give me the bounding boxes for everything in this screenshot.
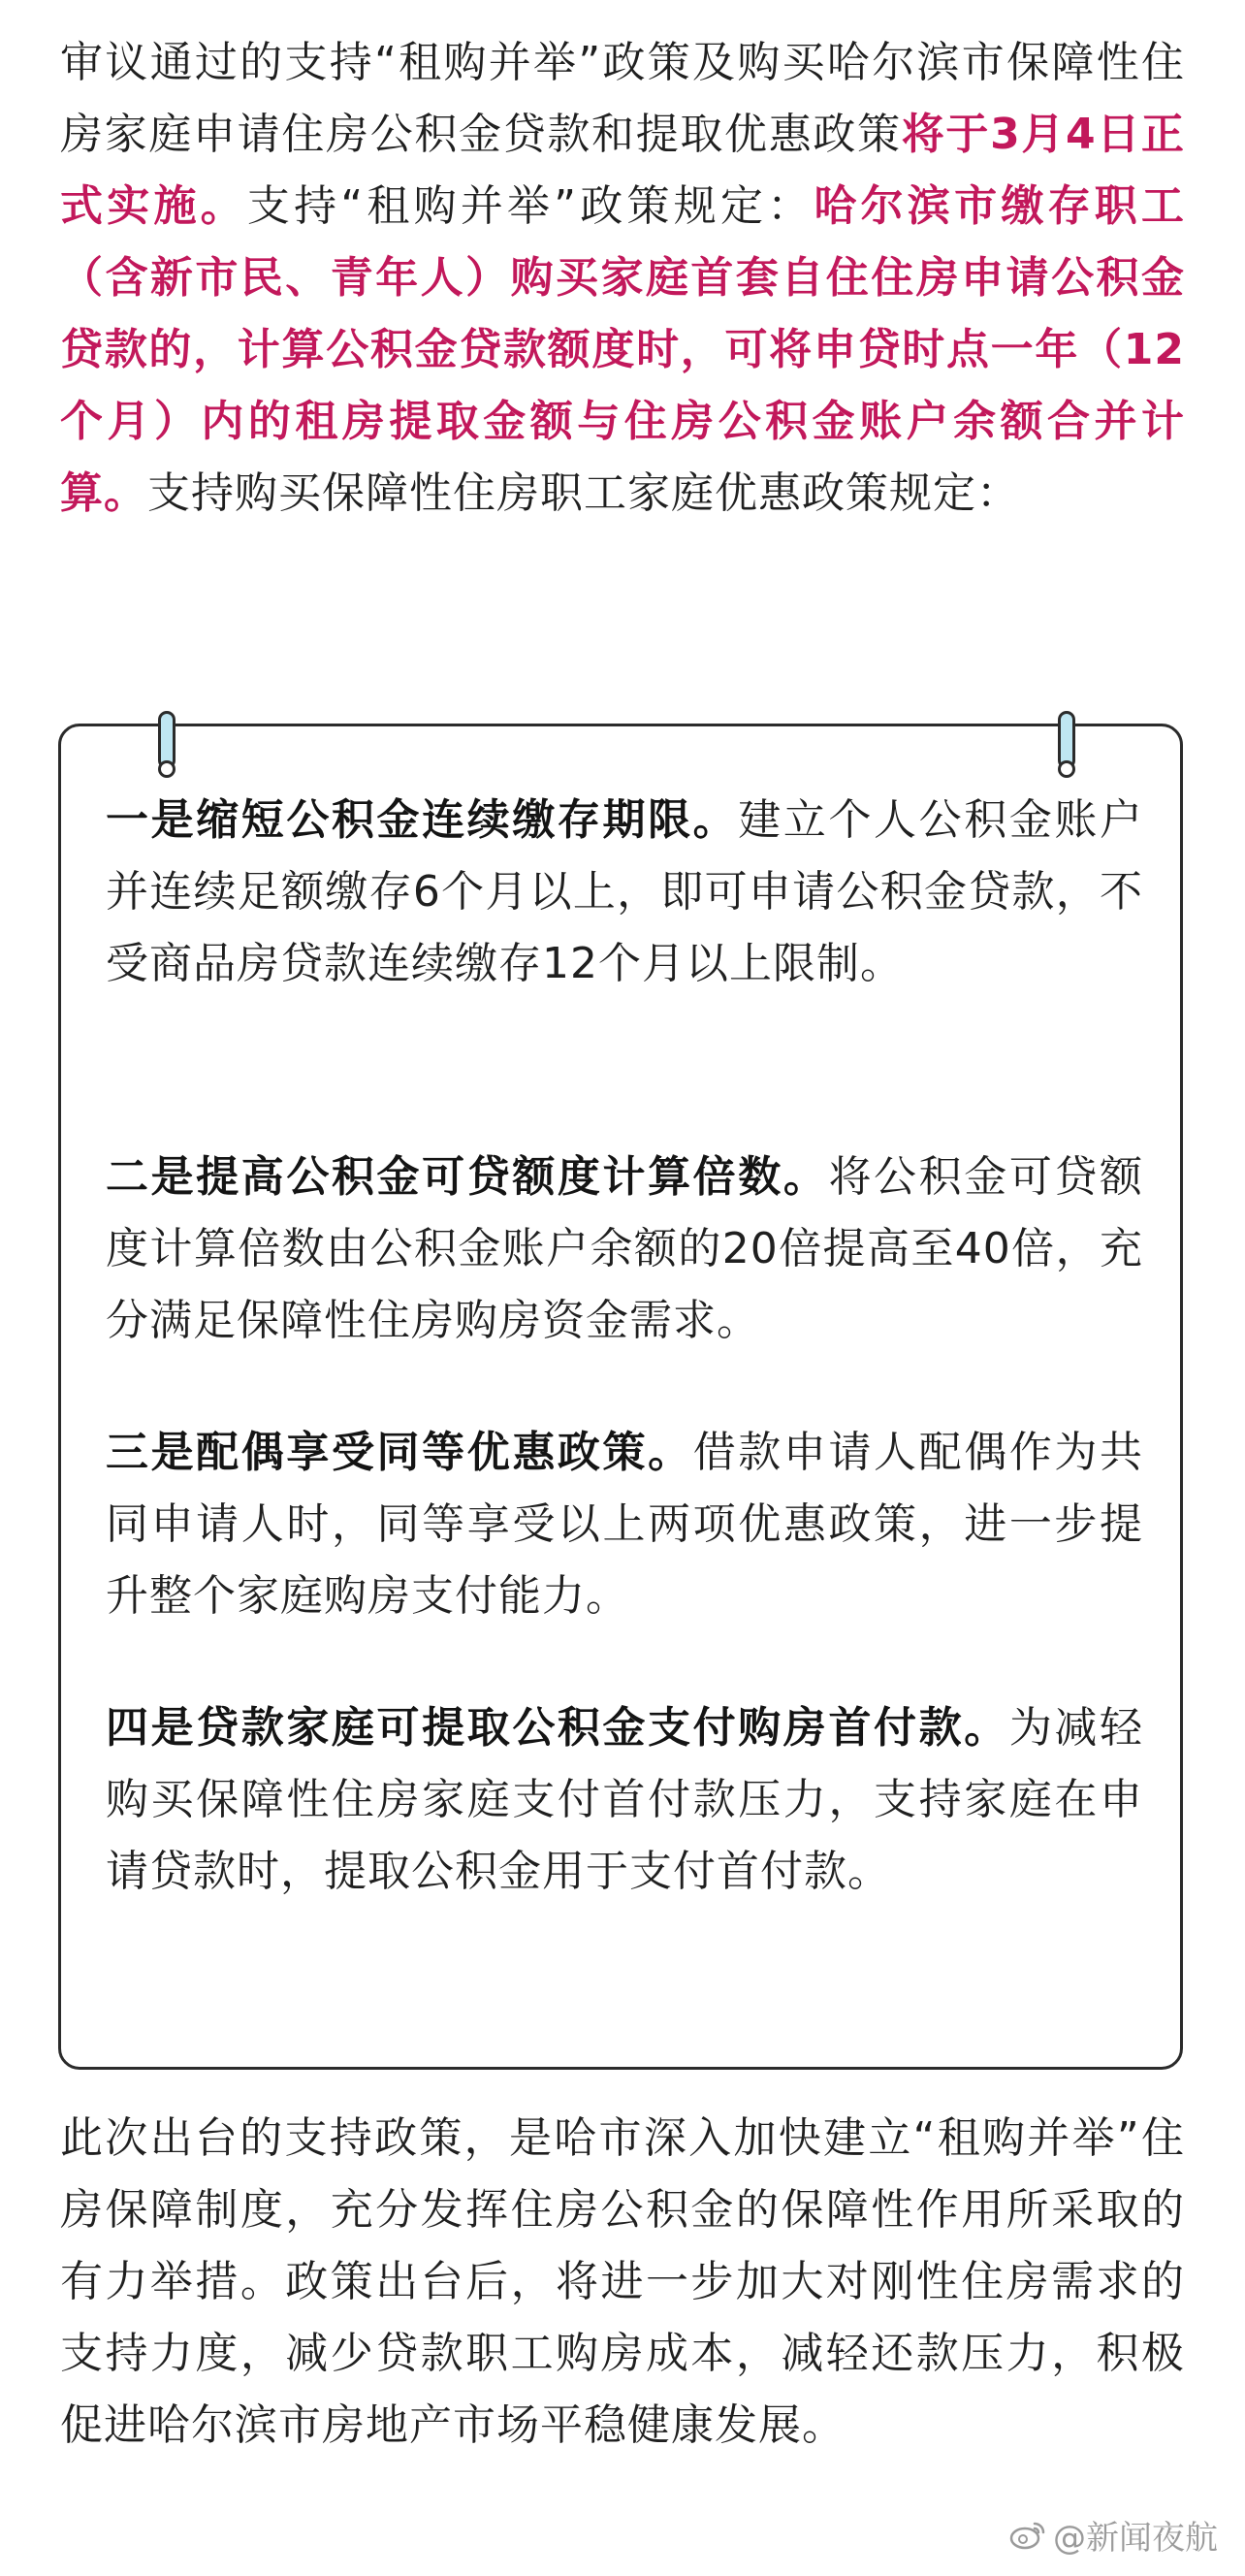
- watermark-text: @新闻夜航: [1053, 2519, 1218, 2558]
- policy-item-3: [106, 1417, 1143, 1632]
- policy-item-title: 一是缩短公积金连续缴存期限。: [106, 795, 739, 845]
- policy-item-body: 建立个人公积金账户并连续足额缴存6个月以上，即可申请公积金贷款，不受商品房贷款连续缴存12个月以上限制。: [106, 795, 1144, 988]
- intro-text-3: 支持购买保障性住房职工家庭优惠政策规定：: [147, 468, 1020, 518]
- policy-item-title: 三是配偶享受同等优惠政策。: [106, 1428, 693, 1477]
- intro-paragraph: [60, 27, 1185, 530]
- binder-clip-icon: [1058, 711, 1075, 769]
- policy-item-title: 二是提高公积金可贷额度计算倍数。: [106, 1152, 829, 1202]
- source-watermark: [1008, 2511, 1218, 2559]
- implementation-date-highlight: 将于3月4日正式实施。: [60, 110, 1186, 231]
- intro-text-2: 支持“租购并举”政策规定：: [246, 181, 814, 231]
- rent-purchase-policy-highlight: 哈尔滨市缴存职工（含新市民、青年人）购买家庭首套自住住房申请公积金贷款的，计算公积金贷款额度时，可将申贷时点一年（12个月）内的租房提取金额与住房公积金账户余额合并计算。: [60, 181, 1186, 518]
- policy-item-1: [106, 785, 1143, 1000]
- policy-card: [58, 724, 1183, 2070]
- weibo-logo-icon: [1008, 2520, 1047, 2551]
- policy-item-body: 将公积金可贷额度计算倍数由公积金账户余额的20倍提高至40倍，充分满足保障性住房购房资金需求。: [106, 1152, 1143, 1345]
- policy-item-2: [106, 1142, 1143, 1357]
- policy-item-4: [106, 1692, 1143, 1908]
- policy-item-title: 四是贷款家庭可提取公积金支付购房首付款。: [106, 1703, 1009, 1753]
- intro-text-1: 审议通过的支持“租购并举”政策及购买哈尔滨市保障性住房家庭申请住房公积金贷款和提取优惠政策: [60, 38, 1185, 159]
- conclusion-paragraph: 此次出台的支持政策，是哈市深入加快建立“租购并举”住房保障制度，充分发挥住房公积金的保障性作用所采取的有力举措。政策出台后，将进一步加大对刚性住房需求的支持力度，减少贷款职工购房成本，减轻还款压力，积极促进哈尔滨市房地产市场平稳健康发展。: [60, 2113, 1185, 2450]
- policy-item-body: 为减轻购买保障性住房家庭支付首付款压力，支持家庭在申请贷款时，提取公积金用于支付首付款。: [106, 1703, 1144, 1896]
- binder-clip-icon: [158, 711, 176, 769]
- policy-item-body: 借款申请人配偶作为共同申请人时，同等享受以上两项优惠政策，进一步提升整个家庭购房支付能力。: [106, 1428, 1144, 1621]
